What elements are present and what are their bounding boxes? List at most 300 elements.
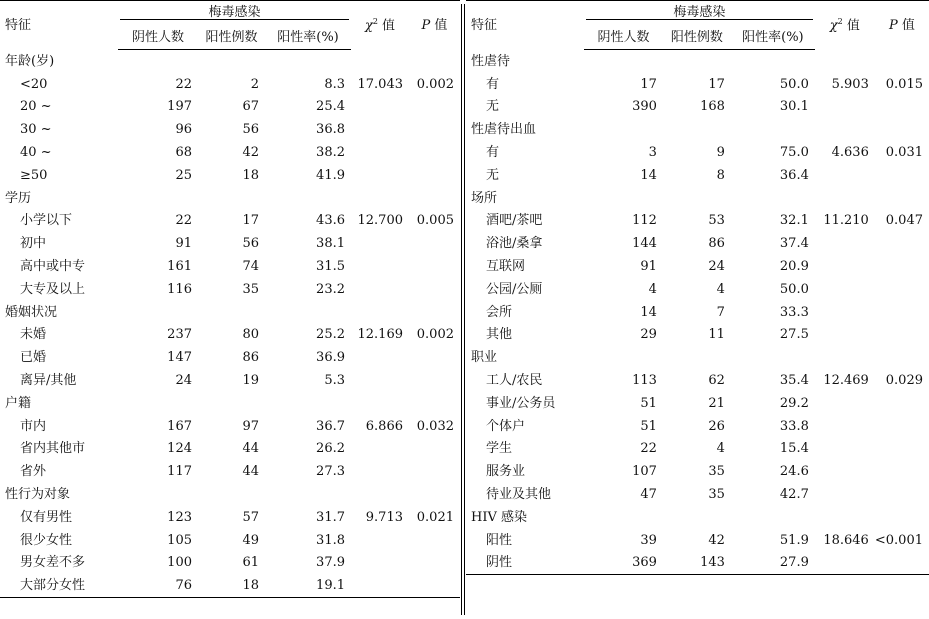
positive-rate-cell: 36.9 [316,350,345,366]
p-value-cell [875,301,929,324]
positive-rate-cell: 15.4 [779,441,809,457]
row-label: 酒吧/茶吧 [486,213,543,229]
negative-count-cell: 91 [175,236,192,252]
header-negative-count: 阴性人数 [584,25,663,50]
p-value-cell: <0.001 [874,532,923,548]
p-value-cell [875,483,929,506]
p-value-cell: 0.002 [416,76,454,92]
table-row [466,552,929,575]
negative-count-cell: 197 [167,99,192,115]
table-row [466,141,929,164]
negative-count-cell: 369 [584,552,663,575]
p-value-cell [875,460,929,483]
chi-square-cell [351,346,409,369]
p-value-cell [409,529,460,552]
positive-count-cell: 86 [708,236,725,252]
chi-square-cell [815,415,875,438]
negative-count-cell: 76 [118,574,198,597]
table-row [466,392,929,415]
table-row [466,483,929,506]
p-value-cell [409,552,460,575]
empty-cell [663,118,731,141]
chi-square-cell: 6.866 [365,418,403,434]
table-row [466,438,929,461]
left-data-table [0,0,460,598]
positive-count-cell: 62 [708,373,725,389]
positive-rate-cell: 32.1 [779,213,809,229]
empty-cell [118,301,198,324]
p-value-cell [409,96,460,119]
row-label: 市内 [20,418,47,434]
chi-square-cell: 12.469 [823,373,869,389]
positive-rate-cell: 24.6 [779,464,809,480]
row-label: 大部分女性 [0,574,118,597]
positive-rate-cell: 26.2 [316,441,345,457]
empty-cell [663,50,731,73]
positive-count-cell: 86 [242,350,259,366]
empty-cell [265,50,351,73]
empty-cell [584,346,663,369]
p-value-cell: 0.029 [885,373,923,389]
chi-square-cell [815,438,875,461]
empty-cell [351,187,409,210]
positive-count-cell: 17 [242,213,259,229]
empty-cell [198,392,265,415]
table-row [0,210,460,233]
positive-rate-cell: 27.9 [731,552,815,575]
positive-rate-cell: 25.2 [316,327,345,343]
positive-rate-cell: 31.5 [316,259,345,275]
negative-count-cell: 117 [167,464,192,480]
p-value-cell [409,232,460,255]
table-row [466,73,929,96]
row-label: 省内其他市 [20,441,86,457]
table-row [0,346,460,369]
negative-count-cell: 147 [167,350,192,366]
header-positive-count: 阳性例数 [663,25,731,50]
empty-cell [875,506,929,529]
double-divider-line-b [464,4,465,615]
positive-rate-cell: 51.9 [779,532,809,548]
positive-count-cell: 19 [242,373,259,389]
empty-cell [875,118,929,141]
positive-rate-cell: 33.3 [779,304,809,320]
header-p-value: P 值 [875,1,929,50]
p-value-cell [409,460,460,483]
negative-count-cell: 112 [632,213,657,229]
chi-square-cell [351,529,409,552]
positive-rate-cell: 50.0 [779,76,809,92]
positive-count-cell: 53 [708,213,725,229]
row-label: 离异/其他 [20,373,77,389]
row-label: 小学以下 [20,213,73,229]
header-syphilis-infection: 梅毒感染 [586,6,813,20]
row-label: 大专及以上 [20,281,86,297]
group-label: 性虐待出血 [471,122,537,138]
empty-cell [409,392,460,415]
group-label: 性虐待 [471,53,511,69]
table-row [0,255,460,278]
negative-count-cell: 161 [167,259,192,275]
empty-cell [118,187,198,210]
positive-count-cell: 44 [242,464,259,480]
positive-count-cell: 8 [716,167,725,183]
positive-rate-cell: 75.0 [779,145,809,161]
table-row [0,141,460,164]
group-label: 婚姻状况 [5,304,58,320]
negative-count-cell: 14 [640,304,657,320]
positive-count-cell: 18 [242,167,259,183]
table-row [0,369,460,392]
p-value-cell: 0.002 [416,327,454,343]
p-value-cell [409,574,460,597]
positive-rate-cell: 30.1 [779,99,809,115]
chi-square-cell [351,96,409,119]
negative-count-cell: 237 [167,327,192,343]
negative-count-cell: 390 [632,99,657,115]
table-row [0,96,460,119]
row-label: 阴性 [466,552,584,575]
positive-count-cell: 35 [708,487,725,503]
p-value-cell [875,164,929,187]
p-value-cell [409,278,460,301]
chi-square-cell [351,574,409,597]
positive-rate-cell: 23.2 [316,281,345,297]
negative-count-cell: 113 [632,373,657,389]
positive-count-cell: 143 [663,552,731,575]
table-row [0,529,460,552]
p-value-cell: 0.032 [416,418,454,434]
chi-square-cell [815,460,875,483]
positive-rate-cell: 5.3 [324,373,345,389]
table-row [0,324,460,347]
p-value-cell [875,324,929,347]
table-row [0,415,460,438]
right-table-body [466,50,929,575]
positive-rate-cell: 31.8 [316,532,345,548]
empty-cell [265,392,351,415]
empty-cell [731,346,815,369]
chi-square-cell [815,164,875,187]
double-divider-line-a [461,4,462,615]
chi-square-cell [815,301,875,324]
table-group-row [466,346,929,369]
positive-count-cell: 17 [708,76,725,92]
negative-count-cell: 105 [167,532,192,548]
negative-count-cell: 22 [640,441,657,457]
empty-cell [351,301,409,324]
positive-count-cell: 4 [716,281,725,297]
empty-cell [198,483,265,506]
table-row [466,164,929,187]
chi-square-cell: 4.636 [831,145,869,161]
empty-cell [731,187,815,210]
group-label: 场所 [471,190,498,206]
table-row [466,232,929,255]
positive-count-cell: 56 [242,236,259,252]
empty-cell [198,187,265,210]
positive-rate-cell: 41.9 [316,167,345,183]
group-label: 性行为对象 [5,487,71,503]
row-label: 20 ~ [20,99,52,115]
chi-square-cell: 12.169 [357,327,403,343]
table-row [466,278,929,301]
negative-count-cell: 22 [175,213,192,229]
positive-count-cell: 80 [242,327,259,343]
negative-count-cell: 91 [640,259,657,275]
positive-rate-cell: 35.4 [779,373,809,389]
negative-count-cell: 29 [640,327,657,343]
left-table-panel [0,0,460,619]
row-label: 男女差不多 [20,555,86,571]
row-label: 学生 [486,441,513,457]
table-row [0,118,460,141]
empty-cell [875,187,929,210]
chi-square-cell [815,96,875,119]
positive-rate-cell: 50.0 [779,281,809,297]
negative-count-cell: 167 [167,418,192,434]
p-value-cell [875,278,929,301]
positive-rate-cell: 19.1 [265,574,351,597]
right-data-table [466,0,929,575]
row-label: 30 ~ [20,122,52,138]
negative-count-cell: 96 [175,122,192,138]
table-row [466,301,929,324]
empty-cell [118,483,198,506]
chi-square-cell [815,324,875,347]
positive-count-cell: 9 [716,145,725,161]
group-label: 年龄(岁) [5,53,55,69]
p-value-cell [875,255,929,278]
p-value-cell: 0.021 [416,509,454,525]
table-row [0,506,460,529]
empty-cell [815,506,875,529]
positive-count-cell: 35 [242,281,259,297]
negative-count-cell: 51 [640,418,657,434]
empty-cell [875,346,929,369]
positive-rate-cell: 42.7 [779,487,809,503]
negative-count-cell: 116 [167,281,192,297]
left-table-body [0,50,460,598]
positive-count-cell: 42 [242,145,259,161]
chi-square-cell [815,232,875,255]
empty-cell [731,506,815,529]
negative-count-cell: 144 [632,236,657,252]
table-group-row [466,50,929,73]
empty-cell [198,301,265,324]
table-row [0,278,460,301]
group-label: 户籍 [5,395,32,411]
row-label: 个体户 [486,418,526,434]
empty-cell [584,187,663,210]
row-label: 无 [486,167,500,183]
table-row [466,324,929,347]
positive-rate-cell: 38.1 [316,236,345,252]
table-group-row [0,392,460,415]
p-value-cell [875,438,929,461]
header-chi-square: $\chi^2$ 值 [815,1,875,50]
group-label: 学历 [5,190,32,206]
empty-cell [351,483,409,506]
negative-count-cell: 68 [175,145,192,161]
positive-rate-cell: 43.6 [316,213,345,229]
header-feature: 特征 [0,1,118,50]
negative-count-cell: 24 [175,373,192,389]
row-label: ≥50 [20,167,48,183]
empty-cell [584,50,663,73]
negative-count-cell: 47 [640,487,657,503]
negative-count-cell: 14 [640,167,657,183]
empty-cell [815,50,875,73]
positive-count-cell: 67 [242,99,259,115]
positive-count-cell: 42 [708,532,725,548]
row-label: 有 [486,76,500,92]
empty-cell [731,50,815,73]
positive-count-cell: 74 [242,259,259,275]
chi-square-cell [351,460,409,483]
table-row [0,460,460,483]
empty-cell [663,187,731,210]
chi-square-cell [351,552,409,575]
chi-square-cell: 18.646 [823,532,869,548]
positive-rate-cell: 29.2 [779,395,809,411]
p-value-cell [875,392,929,415]
table-group-row [0,50,460,73]
row-label: 40 ~ [20,145,52,161]
p-value-cell [875,552,929,575]
row-label: 其他 [486,327,513,343]
empty-cell [409,483,460,506]
table-group-row [0,301,460,324]
p-value-cell [875,415,929,438]
positive-rate-cell: 27.3 [316,464,345,480]
p-value-cell: 0.031 [885,145,923,161]
table-row [466,96,929,119]
empty-cell [815,118,875,141]
p-value-cell [409,346,460,369]
empty-cell [409,187,460,210]
empty-cell [731,118,815,141]
chi-square-cell [351,164,409,187]
chi-square-cell [351,369,409,392]
p-value-cell: 0.015 [885,76,923,92]
header-feature: 特征 [466,1,584,50]
positive-count-cell: 24 [708,259,725,275]
table-row [0,73,460,96]
positive-rate-cell: 8.3 [324,76,345,92]
positive-rate-cell: 25.4 [316,99,345,115]
positive-count-cell: 57 [242,509,259,525]
chi-square-cell [351,438,409,461]
empty-cell [118,392,198,415]
chi-square-cell: 12.700 [357,213,403,229]
row-label: 阳性 [486,532,513,548]
empty-cell [118,50,198,73]
table-row [0,232,460,255]
empty-cell [351,392,409,415]
chi-square-cell [815,392,875,415]
empty-cell [409,50,460,73]
header-positive-count: 阳性例数 [198,25,265,50]
positive-rate-cell: 36.7 [316,418,345,434]
row-label: 有 [486,145,500,161]
table-group-row [466,118,929,141]
header-positive-rate: 阳性率(%) [265,25,351,50]
table-row [0,552,460,575]
positive-count-cell: 2 [250,76,259,92]
table-group-row [0,187,460,210]
positive-count-cell: 11 [708,327,725,343]
group-label: HIV 感染 [471,509,527,525]
chi-square-cell: 9.713 [365,509,403,525]
row-label: 公园/公厕 [486,281,543,297]
header-chi-square: $\chi^2$ 值 [351,1,409,50]
empty-cell [875,50,929,73]
negative-count-cell: 123 [167,509,192,525]
table-row [466,369,929,392]
empty-cell [584,118,663,141]
table-row [0,438,460,461]
negative-count-cell: 4 [648,281,657,297]
p-value-cell [409,141,460,164]
empty-cell [663,346,731,369]
positive-rate-cell: 31.7 [316,509,345,525]
empty-cell [265,187,351,210]
empty-cell [815,346,875,369]
negative-count-cell: 3 [648,145,657,161]
chi-square-cell [815,552,875,575]
chi-square-cell [351,255,409,278]
positive-count-cell: 97 [242,418,259,434]
chi-square-cell [815,483,875,506]
negative-count-cell: 17 [640,76,657,92]
positive-count-cell: 168 [700,99,725,115]
row-label: 省外 [20,464,47,480]
positive-rate-cell: 36.8 [316,122,345,138]
row-label: 仅有男性 [20,509,73,525]
row-label: 浴池/桑拿 [486,236,543,252]
row-label: 高中或中专 [20,259,86,275]
row-label: 互联网 [486,259,526,275]
table-row [466,460,929,483]
empty-cell [351,50,409,73]
negative-count-cell: 51 [640,395,657,411]
positive-count-cell: 56 [242,122,259,138]
p-value-cell [409,369,460,392]
row-label: 未婚 [20,327,47,343]
table-group-row [0,483,460,506]
row-label: 很少女性 [20,532,73,548]
right-table-panel [466,0,929,619]
positive-rate-cell: 37.4 [779,236,809,252]
positive-rate-cell: 27.5 [779,327,809,343]
positive-rate-cell: 20.9 [779,259,809,275]
p-value-cell: 0.005 [416,213,454,229]
table-row [466,255,929,278]
positive-rate-cell: 37.9 [316,555,345,571]
row-label: 会所 [486,304,513,320]
p-value-cell [409,255,460,278]
row-label: 初中 [20,236,47,252]
chi-square-cell [351,278,409,301]
positive-count-cell: 61 [242,555,259,571]
row-label: 工人/农民 [486,373,543,389]
negative-count-cell: 100 [167,555,192,571]
table-row [466,529,929,552]
empty-cell [409,301,460,324]
positive-count-cell: 44 [242,441,259,457]
negative-count-cell: 39 [640,532,657,548]
